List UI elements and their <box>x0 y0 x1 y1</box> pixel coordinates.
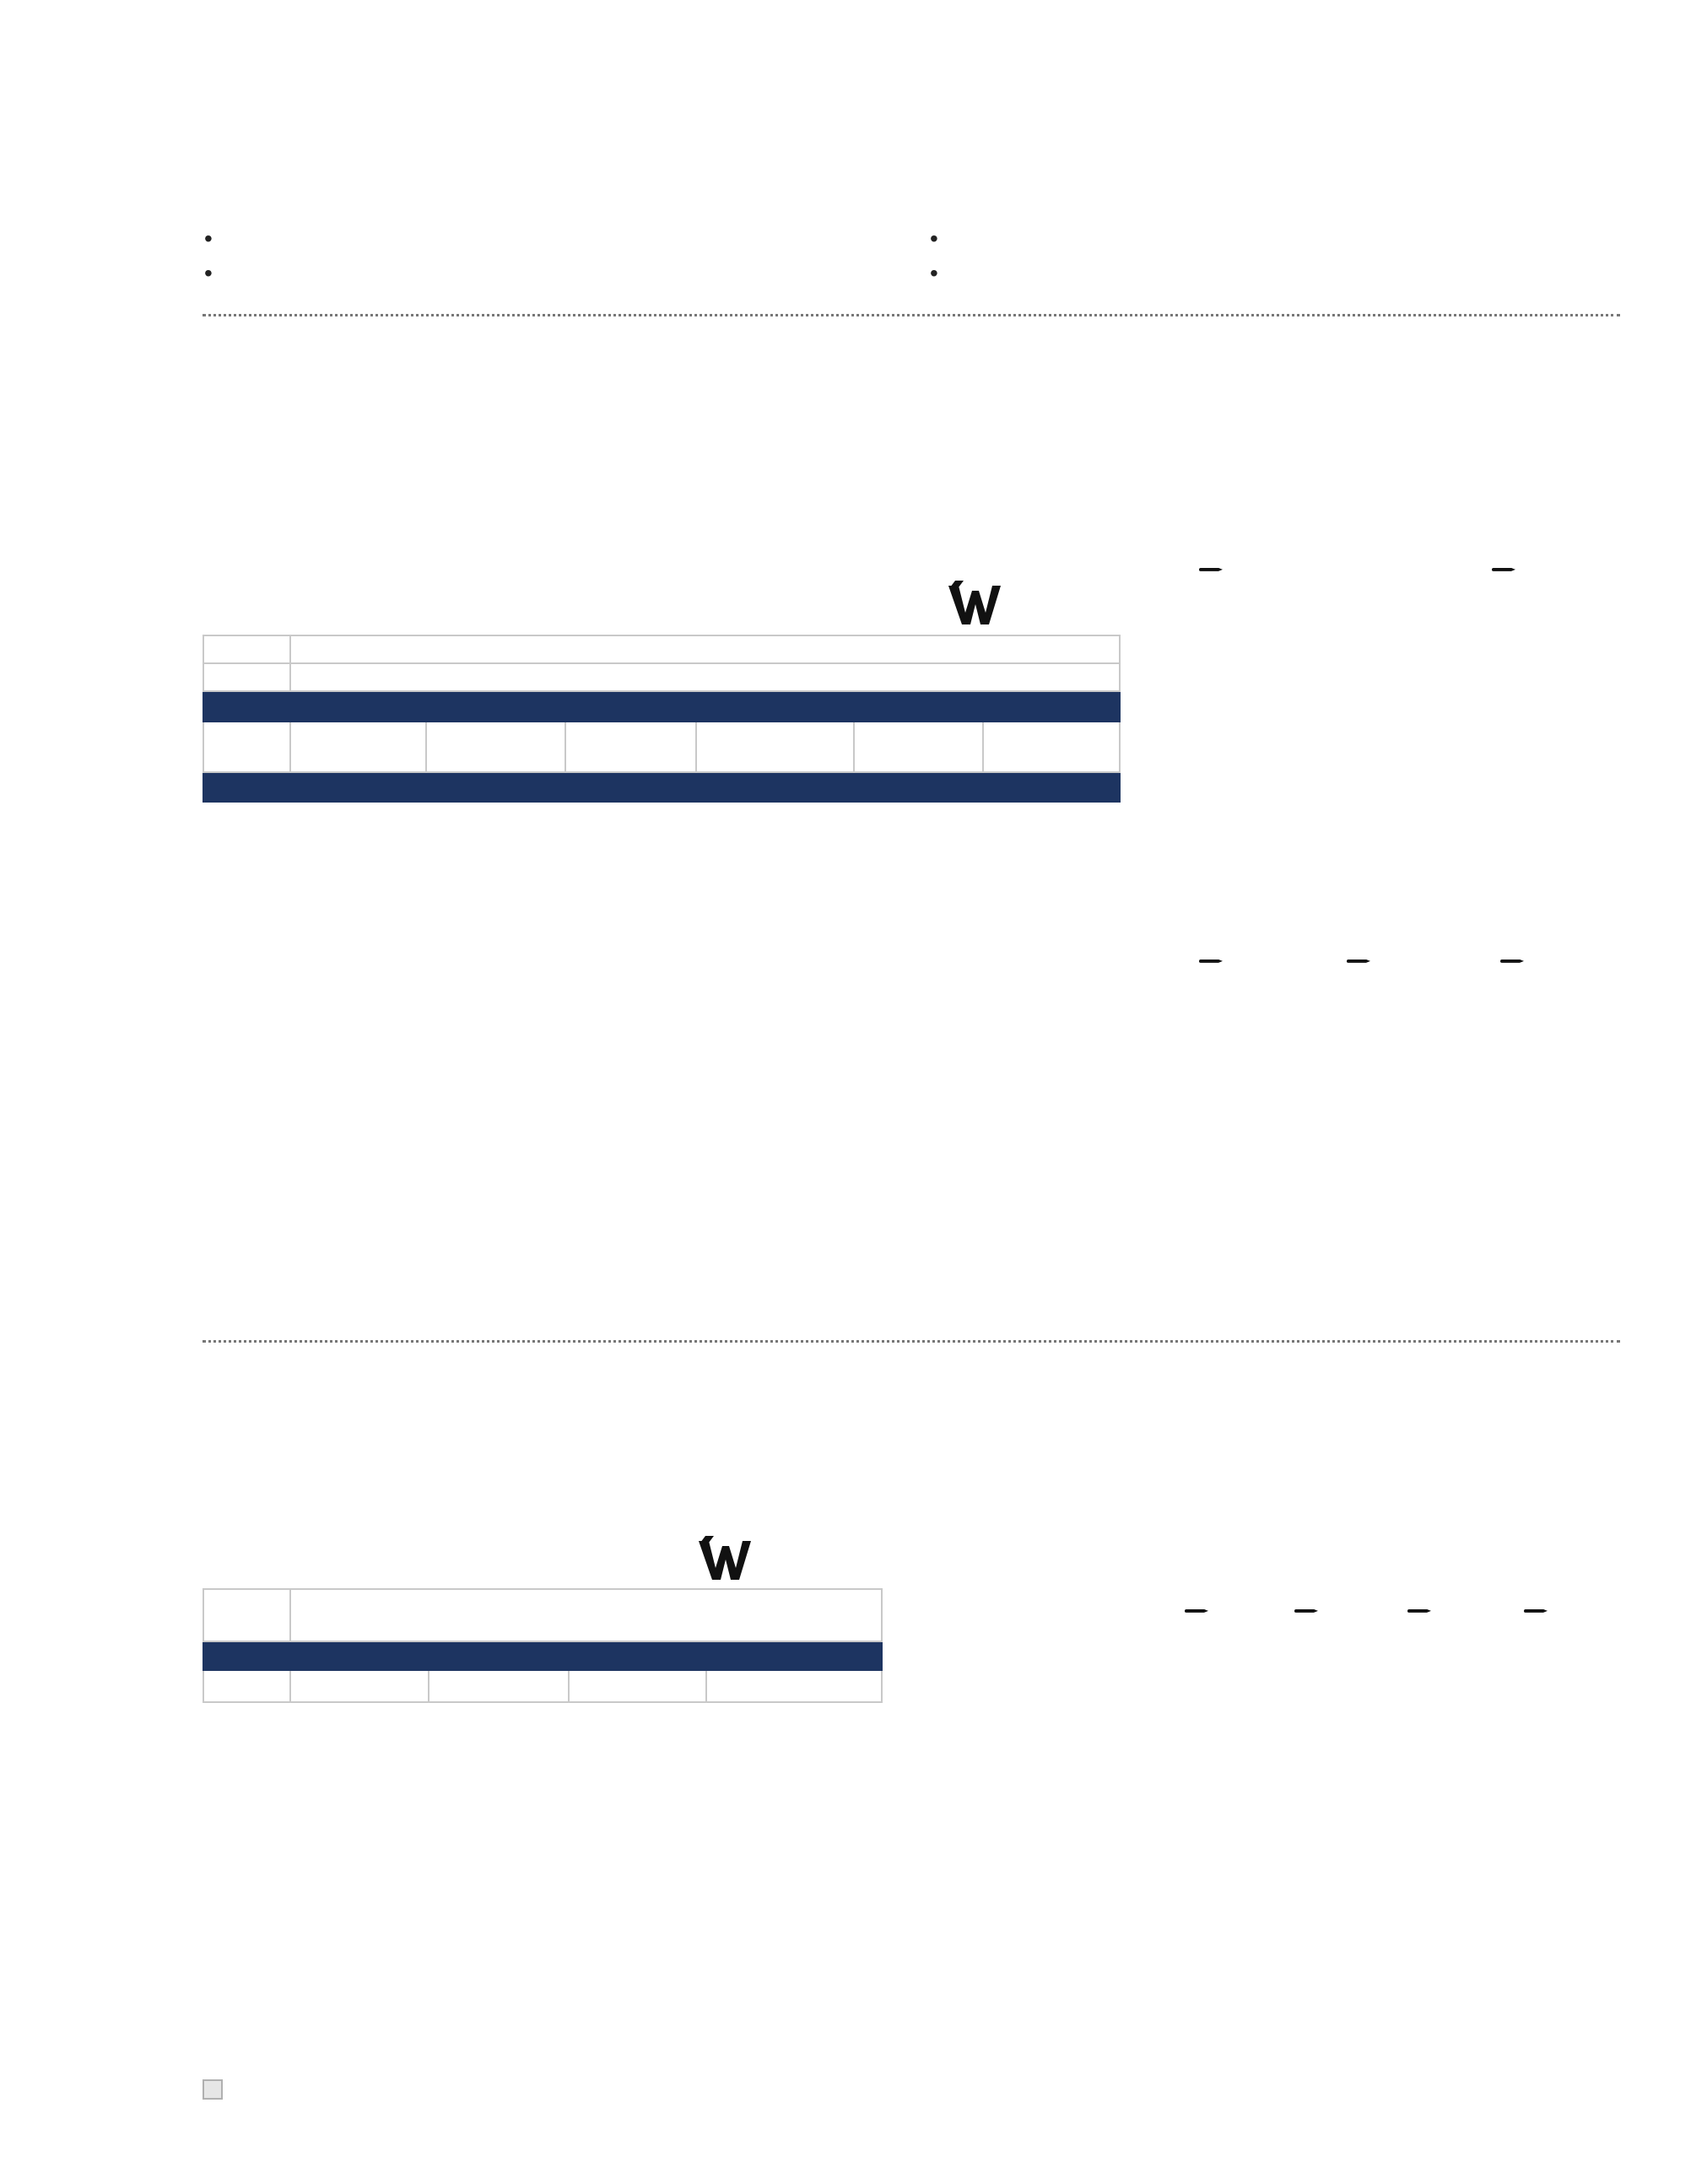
divider <box>203 314 1620 316</box>
column-header <box>290 1670 429 1702</box>
steel-specs-right <box>926 392 1635 527</box>
column-header <box>854 722 984 772</box>
table-band <box>203 691 1120 722</box>
woodwork-institute-logo <box>697 1534 874 1581</box>
steel-specs-left <box>203 392 928 561</box>
column-header <box>706 1670 882 1702</box>
band-label <box>203 1641 882 1670</box>
config-label <box>203 1589 290 1641</box>
rohs-badge <box>1500 960 1524 963</box>
rohs-badge <box>1492 568 1515 571</box>
aluminum-finish-photos <box>1177 1629 1624 2076</box>
finish-label-brn <box>1487 555 1515 581</box>
feature-bullets-left <box>204 221 226 290</box>
finish-label-wh <box>1194 947 1223 973</box>
table-band <box>203 772 1120 802</box>
finish-label-e <box>1495 947 1524 973</box>
bullet-item <box>930 221 952 256</box>
rohs-badge <box>1199 568 1223 571</box>
table-header-row <box>203 722 1120 772</box>
nonstock-swatch <box>203 2079 223 2100</box>
config-value <box>290 635 1120 663</box>
aluminum-specs-left <box>203 1397 928 1498</box>
steel-finish-photos-bottom <box>1186 977 1616 1323</box>
page-title <box>203 128 209 206</box>
rohs-badge <box>1199 960 1223 963</box>
woodwork-w-icon <box>697 1534 753 1581</box>
rohs-badge <box>1294 1609 1318 1613</box>
column-header <box>565 722 696 772</box>
config-label <box>203 663 290 691</box>
finish-label-brn <box>1402 1597 1431 1623</box>
column-header <box>290 722 426 772</box>
table-band <box>203 1641 882 1670</box>
column-header <box>426 722 566 772</box>
finish-label-br <box>1289 1597 1318 1623</box>
rohs-badge <box>1347 960 1370 963</box>
rohs-badge <box>1407 1609 1431 1613</box>
config-row <box>203 635 1120 663</box>
finish-label-al <box>1180 1597 1208 1623</box>
woodwork-w-icon <box>947 579 1002 626</box>
feature-bullets-right <box>930 221 952 290</box>
column-header <box>983 722 1120 772</box>
steel-finish-photos-top <box>1186 587 1616 949</box>
finish-label-alm <box>1194 555 1223 581</box>
rohs-badge <box>1185 1609 1208 1613</box>
finish-label-wal <box>1519 1597 1548 1623</box>
config-value <box>290 1589 882 1641</box>
table-header-row <box>203 1670 882 1702</box>
rohs-badge <box>1524 1609 1548 1613</box>
column-header <box>203 1670 290 1702</box>
band-label <box>203 691 1120 722</box>
divider <box>203 1340 1620 1343</box>
finish-label-zc <box>1342 947 1370 973</box>
config-value <box>290 663 1120 691</box>
column-header <box>429 1670 569 1702</box>
nonstock-note <box>203 2078 236 2100</box>
aluminum-specs-right <box>926 1397 1635 1532</box>
woodwork-institute-logo <box>947 579 1124 626</box>
bullet-item <box>930 256 952 290</box>
column-header <box>203 722 290 772</box>
column-header <box>696 722 854 772</box>
column-header <box>569 1670 707 1702</box>
aluminum-standards-table <box>203 1588 883 1703</box>
steel-standards-table <box>203 635 1121 803</box>
band-label <box>203 772 1120 802</box>
config-row <box>203 1589 882 1641</box>
bullet-item <box>204 256 226 290</box>
config-label <box>203 635 290 663</box>
config-row <box>203 663 1120 691</box>
bullet-item <box>204 221 226 256</box>
